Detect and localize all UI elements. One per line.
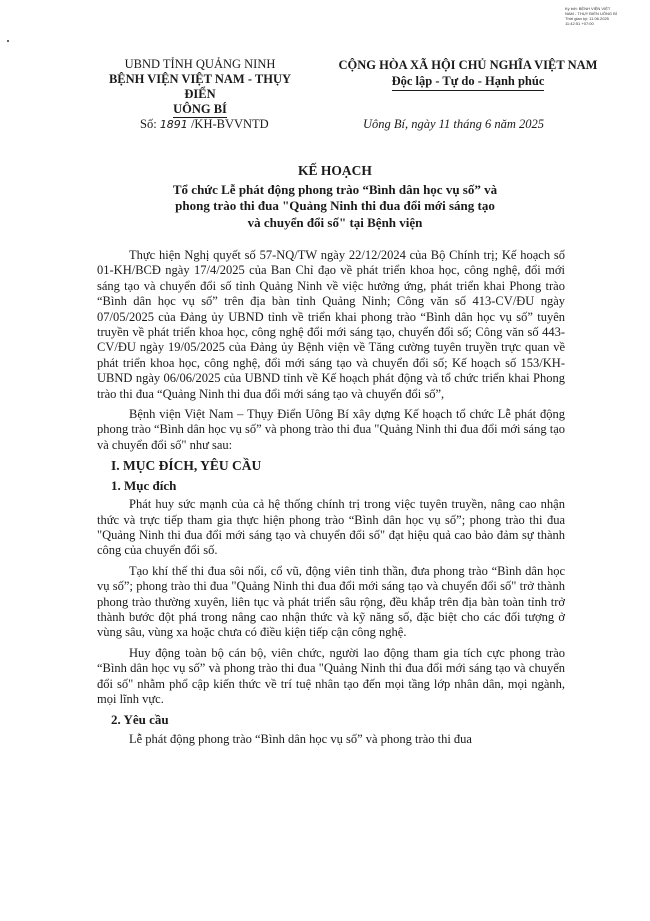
org-name-line2: UÔNG BÍ <box>173 102 227 116</box>
org-parent: UBND TỈNH QUẢNG NINH <box>124 57 276 71</box>
section-heading: I. MỤC ĐÍCH, YÊU CẦU <box>111 458 262 474</box>
title-main: KẾ HOẠCH <box>298 163 372 178</box>
document-number <box>140 117 269 132</box>
doc-no-handwritten: 1891 <box>159 118 188 131</box>
stamp-line: Thời gian ký: 11.06.2025 <box>565 16 609 21</box>
subsection-heading: 1. Mục đích <box>111 477 177 493</box>
paragraph: Phát huy sức mạnh của cả hệ thống chính trị trong việc tuyên truyền, nâng cao nhận thức và trực tiếp tham gia thực hiện phong trào “Bình dân học vụ số”; phong trào thi đua "Quảng Ninh thi đua đổi mới sáng tạo và chuyển đổi số" đạt hiệu quả cao bảo đảm sự thành công của chuyển đổi số. <box>97 497 565 558</box>
issuing-organization <box>95 57 305 118</box>
doc-no-suffix: /KH-BVVNTD <box>190 117 269 131</box>
title-line: phong trào thi đua "Quảng Ninh thi đua đổi mới sáng tạo <box>175 198 495 213</box>
document-body <box>97 248 565 752</box>
stamp-line: Ký bởi: BỆNH VIỆN VIỆT <box>565 6 611 11</box>
digital-signature-stamp <box>565 6 645 26</box>
intro-paragraph-2: Bệnh viện Việt Nam – Thụy Điển Uông Bí xây dựng Kế hoạch tổ chức Lễ phát động phong trào “Bình dân học vụ số” và phong trào thi đua "Quảng Ninh thi đua đổi mới sáng tạo và chuyển đổi số" như sau: <box>97 407 565 452</box>
paragraph: Huy động toàn bộ cán bộ, viên chức, người lao động tham gia tích cực phong trào “Bình dân học vụ số” và phong trào thi đua "Quảng Ninh thi đua đổi mới sáng tạo và chuyển đổi số" nhằm phổ cập kiến thức về trí tuệ nhân tạo đến mọi tầng lớp nhân dân, mọi ngành, mọi lĩnh vực. <box>97 645 565 706</box>
title-line: Tổ chức Lễ phát động phong trào “Bình dân học vụ số” và <box>172 181 498 197</box>
org-name: BỆNH VIỆN VIỆT NAM - THỤY ĐIỂN <box>108 72 292 101</box>
stamp-line: NAM - THỤY ĐIỂN UÔNG BÍ <box>565 11 617 16</box>
paragraph: Tạo khí thế thi đua sôi nổi, cổ vũ, động viên tinh thần, đưa phong trào “Bình dân học vụ số”; phong trào thi đua "Quảng Ninh thi đua đổi mới sáng tạo và chuyển đổi số" trở thành phong trào thường xuyên, liên tục và phát triển sâu rộng, đều khắp trên địa bàn toàn tỉnh trở thành bước đột phá trong nâng cao nhận thức và kỹ năng số, đặc biệt cho các đối tượng ở vùng sâu, vùng xa hoặc chưa có điều kiện tiếp cận công nghệ. <box>97 563 565 640</box>
motto: Độc lập - Tự do - Hạnh phúc <box>392 73 545 91</box>
national-motto <box>318 57 618 91</box>
stamp-line: 11:42:51 +07:00 <box>565 21 594 26</box>
intro-paragraph: Thực hiện Nghị quyết số 57-NQ/TW ngày 22/12/2024 của Bộ Chính trị; Kế hoạch số 01-KH/BCĐ ngày 17/4/2025 của Ban Chỉ đạo về phát triển khoa học, công nghệ, đổi mới sáng tạo và chuyển đổi số tỉnh Quảng Ninh về việc hưởng ứng, phát triển khai Phong trào “Bình dân học vụ số” trên địa bàn tỉnh Quảng Ninh; Công văn số 413-CV/ĐU ngày 07/05/2025 của Đảng ủy UBND tỉnh về triển khai phong trào “Bình dân học vụ số” tuyên truyền về phát triển khoa học, công nghệ đổi mới sáng tạo, chuyển đổi số; Công văn số 443-CV/ĐU ngày 19/05/2025 của Đảng ủy Bệnh viện về Tăng cường tuyên truyền trực quan về phát triển khoa học, công nghệ, đổi mới sáng tạo và chuyển đổi số; Kế hoạch số 153/KH-UBND ngày 06/06/2025 của UBND tỉnh về Kế hoạch phát động và tổ chức triển khai Phong trào thi đua “Quảng Ninh thi đua đổi mới sáng tạo và chuyển đổi số”, <box>97 248 565 401</box>
country-name: CỘNG HÒA XÃ HỘI CHỦ NGHĨA VIỆT NAM <box>338 58 598 72</box>
subsection-heading: 2. Yêu cầu <box>111 712 169 728</box>
document-title <box>120 163 550 231</box>
paragraph: Lễ phát động phong trào “Bình dân học vụ số” và phong trào thi đua <box>129 731 472 746</box>
title-line: và chuyển đổi số" tại Bệnh viện <box>247 214 423 230</box>
doc-no-prefix: Số: <box>140 117 157 131</box>
place-date: Uông Bí, ngày 11 tháng 6 năm 2025 <box>363 117 545 131</box>
margin-mark <box>7 40 9 42</box>
